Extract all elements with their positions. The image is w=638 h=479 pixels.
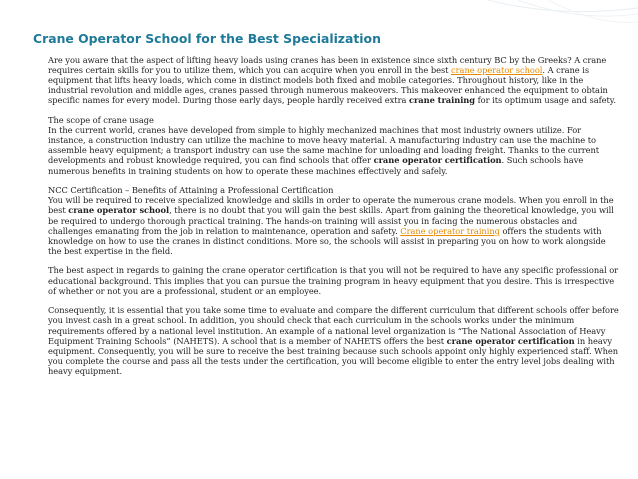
paragraph-ncc [48, 185, 620, 256]
paragraph-consequently [48, 305, 620, 376]
text-segment: You will be required to receive specialized knowledge and skills in order to operate the numerous crane models. When you enroll in the best [48, 195, 614, 216]
corner-decoration [448, 0, 638, 34]
text-segment: In the current world, cranes have developed from simple to highly mechanized machines that most industriy owners utilize. For instance, a construction industry can utilize the machine to move heavy material. A manufacturing industry can use the machine to assemble heavy equipment; a transport industry can use the same machine for unloading and loading freight. Thanks to the current developments and robust knowledge required, you can find schools that offer [48, 125, 600, 166]
crane-operator-training-link[interactable]: Crane operator training [400, 225, 500, 236]
body-text [48, 55, 620, 386]
text-segment: . Such schools have numerous benefits in training students on how to operate these machines effectively and safely. [48, 155, 584, 176]
section-heading-scope: The scope of crane usage [48, 115, 154, 126]
bold-term: crane training [408, 95, 476, 106]
text-segment: Are you aware that the aspect of lifting heavy loads using cranes has been in existence since sixth century BC by the Greeks? A crane requires certain skills for you to utilize them, which you can acquire when you enroll in the best [48, 55, 607, 76]
bold-term: crane operator certification [446, 335, 575, 346]
paragraph-intro [48, 55, 620, 105]
text-segment: Consequently, it is essential that you take some time to evaluate and compare the different curriculum that different schools offer before you invest cash in a great school. In addition, you should check that each curriculum in the schools works under the minimum requirements offered by a national level institution. An example of a national level organization is “The National Association of Heavy Equipment Training Schools” (NAHETS). A school that is a member of NAHETS offers the best [48, 305, 619, 346]
slide-title: Crane Operator School for the Best Specialization [33, 31, 381, 46]
paragraph-best-aspect [48, 265, 620, 295]
text-segment: The best aspect in regards to gaining the crane operator certification is that you will not be required to have any specific professional or educational background. This implies that you can pursue the training program in heavy equipment that you desire. This is irrespective of whether or not you are a professional, student or an employee. [48, 265, 619, 296]
text-segment: , there is no doubt that you will gain the best skills. Apart from gaining the theoretical knowledge, you will be required to undergo thorough practical training. The hands-on training will assist you in facing the numerous obstacles and challenges emanating from the job in relation to maintenance, operation and safety. [48, 205, 614, 236]
bold-term: crane operator school [68, 205, 170, 216]
bold-term: crane operator certification [373, 155, 502, 166]
crane-operator-school-link[interactable]: crane operator school [451, 65, 543, 76]
section-heading-ncc: NCC Certification – Benefits of Attaining a Professional Certification [48, 185, 334, 196]
paragraph-scope [48, 115, 620, 176]
text-segment: for its optimum usage and safety. [475, 95, 616, 106]
text-segment: offers the students with knowledge on how to use the cranes in distinct conditions. More so, the schools will assist in preparing you on how to work alongside the best expertise in the field. [48, 225, 606, 256]
text-segment: in heavy equipment. Consequently, you will be sure to receive the best training because such schools appoint only highly experienced staff. When you complete the course and pass all the tests under the certification, you will become eligible to enter the entry level jobs dealing with heavy equipment. [48, 335, 619, 376]
text-segment: . A crane is equipment that lifts heavy loads, which come in distinct models both fixed and mobile categories. Throughout history, like in the industrial revolution and middle ages, cranes passed through numerous makeovers. This makeover enhanced the equipment to obtain specific names for every model. During those early days, people hardly received extra [48, 65, 608, 106]
